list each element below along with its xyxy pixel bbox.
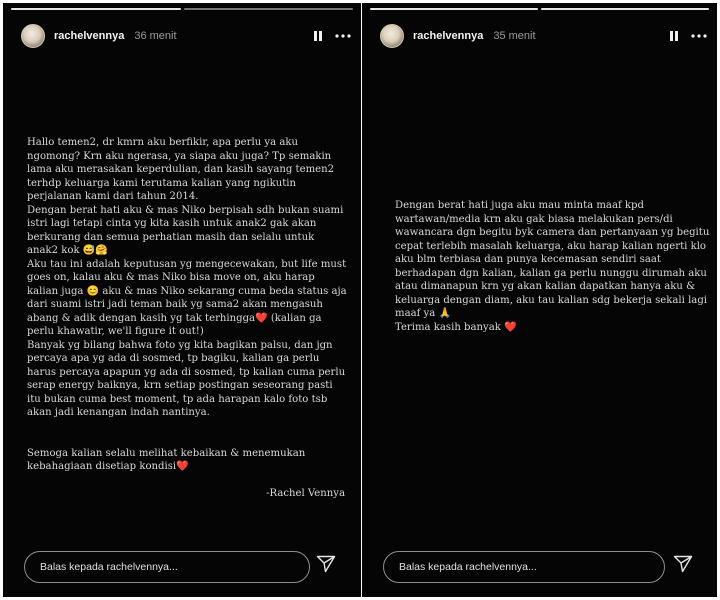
signature: -Rachel Vennya — [266, 488, 345, 499]
story-text — [27, 136, 347, 501]
progress-segment — [184, 8, 354, 10]
send-icon[interactable] — [316, 555, 336, 577]
story-paragraph: Dengan berat hati juga aku mau minta maaf kpd wartawan/media krn aku gak biasa melakukan pers/di wawancara dgn begitu byk camera dan pertanyaan yg begitu cepat terlebih masalah keluarga, aku harap kalian ngerti klo aku blm terbiasa dan punya kecemasan sendiri saat berhadapan dgn kalian, kalian ga perlu nunggu dirumah aku atau dimanapun krn yg akan kalian dapatkan hanya aku & keluarga dengan diam, aku tau kalian sdg bekerja sekali lagi maaf ya 🙏 — [395, 200, 710, 319]
story-paragraph: Banyak yg bilang bahwa foto yg kita bagikan palsu, dan jgn percaya apa yg ada di sosmed, tp bagiku, kalian ga perlu harus percaya apapun yg ada di sosmed, tp kalian cuma perlu serap energy baiknya, krn setiap postingan seseorang pasti itu bukan cuma best moment, tp ada harapan kalo foto tsb akan jadi kenangan indah nantinya. — [27, 339, 346, 418]
username[interactable]: rachelvennya — [413, 30, 484, 42]
progress-segment — [370, 8, 538, 10]
pause-icon[interactable] — [669, 30, 679, 42]
username[interactable]: rachelvennya — [54, 30, 125, 42]
more-icon[interactable] — [335, 34, 351, 38]
reply-input[interactable]: Balas kepada rachelvennya... — [24, 551, 310, 583]
story-paragraph: Terima kasih banyak ❤️ — [395, 321, 517, 333]
story-controls — [669, 30, 707, 42]
story-progress-bar — [11, 8, 353, 10]
pause-icon[interactable] — [313, 30, 323, 42]
story-header — [21, 23, 351, 49]
story-paragraph: Semoga kalian selalu melihat kebaikan & menemukan kebahagiaan disetiap kondisi❤️ — [27, 447, 306, 472]
more-icon[interactable] — [691, 34, 707, 38]
reply-input[interactable]: Balas kepada rachelvennya... — [383, 551, 665, 583]
post-time: 36 menit — [134, 30, 177, 42]
story-header — [380, 23, 707, 49]
send-icon[interactable] — [673, 555, 693, 577]
avatar[interactable] — [21, 24, 45, 48]
story-paragraph: Hallo temen2, dr kmrn aku berfikir, apa perlu ya aku ngomong? Krn aku ngerasa, ya siapa aku juga? Tp semakin lama aku merasakan keperdulian, dan kasih sayang temen2 terhdp keluarga kami terutama kalian yang ngikutin perjalanan kami dari tahun 2014. — [27, 137, 335, 202]
story-text — [395, 199, 710, 334]
story-paragraph: Dengan berat hati aku & mas Niko berpisah sdh bukan suami istri lagi tetapi cinta yg kita kasih untuk anak2 gak akan berkurang dan semua perhatian masih dan selalu untuk anak2 kok 😅🤗 — [27, 204, 344, 256]
post-time: 35 menit — [493, 30, 536, 42]
story-controls — [313, 30, 351, 42]
story-panel-right[interactable] — [362, 3, 717, 597]
avatar[interactable] — [380, 24, 404, 48]
story-panel-left[interactable] — [3, 3, 361, 597]
progress-segment — [541, 8, 709, 10]
progress-segment — [11, 8, 181, 10]
story-paragraph: Aku tau ini adalah keputusan yg mengecewakan, but life must goes on, kalau aku & mas Niko bisa move on, aku harap kalian juga 😊 aku & mas Niko sekarang cuma beda status aja dari suami istri jadi teman baik yg sama2 akan mengasuh abang & adik dengan kasih yg tak terhingga❤️ (kalian ga perlu khawatir, we'll figure it out!) — [27, 258, 347, 337]
story-progress-bar — [370, 8, 709, 10]
